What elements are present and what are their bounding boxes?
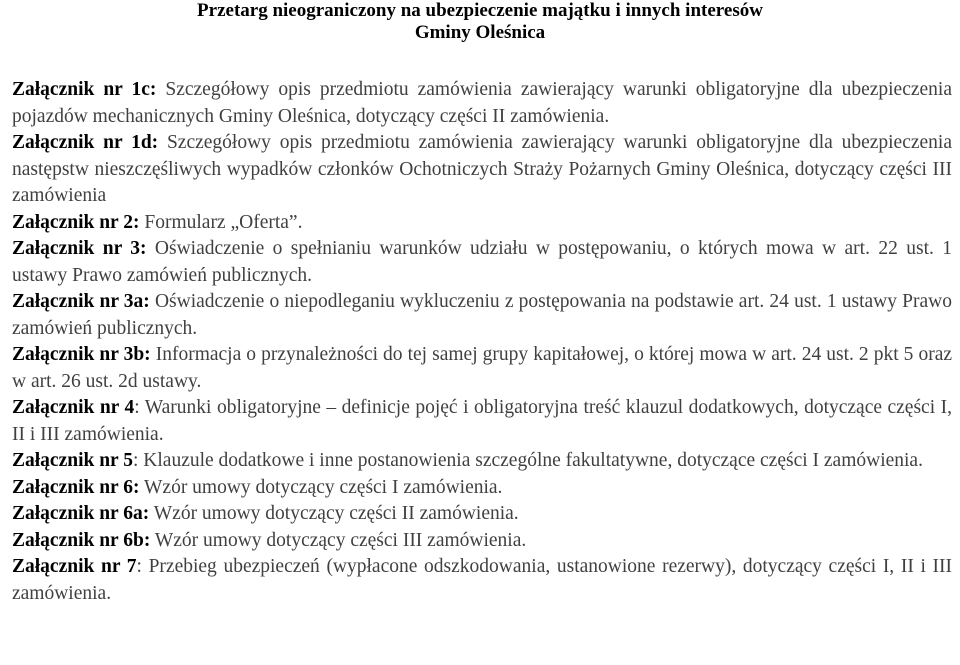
attachment-description: Formularz „Oferta”. [139, 211, 303, 233]
attachment-label: Załącznik nr 4 [12, 397, 135, 418]
attachment-item-1d [12, 130, 952, 210]
attachment-item-6a [12, 501, 952, 528]
attachment-label: Załącznik nr 1d: [12, 132, 159, 153]
attachment-label: Załącznik nr 6b: [12, 529, 151, 551]
attachment-description: : Przebieg ubezpieczeń (wypłacone odszkodowania, ustanowione rezerwy), dotyczący części I, II i III zamówienia. [12, 556, 952, 604]
attachment-label: Załącznik nr 2: [12, 211, 140, 233]
attachment-description: Oświadczenie o niepodleganiu wykluczeniu z postępowania na podstawie art. 24 ust. 1 ustawy Prawo zamówień publicznych. [12, 291, 952, 339]
attachment-item-5 [12, 448, 952, 475]
attachment-description: Wzór umowy dotyczący części II zamówienia. [149, 503, 519, 524]
attachment-item-4 [12, 395, 952, 448]
attachment-description: Informacja o przynależności do tej samej grupy kapitałowej, o której mowa w art. 24 ust. 2 pkt 5 oraz w art. 26 ust. 2d ustawy. [12, 344, 953, 392]
attachment-label: Załącznik nr 7 [12, 556, 137, 577]
document-header [0, 0, 960, 44]
attachment-item-6b [12, 528, 952, 555]
attachment-label: Załącznik nr 6a: [12, 503, 150, 524]
attachment-item-1c [12, 77, 952, 130]
attachment-description: : Warunki obligatoryjne – definicje pojęć i obligatoryjna treść klauzul dodatkowych, dotyczące części I, II i III zamówienia. [12, 397, 952, 445]
attachment-description: Oświadczenie o spełnianiu warunków udziału w postępowaniu, o których mowa w art. 22 ust. 1 ustawy Prawo zamówień publicznych. [12, 238, 952, 286]
attachment-description: Szczegółowy opis przedmiotu zamówienia zawierający warunki obligatoryjne dla ubezpieczenia pojazdów mechanicznych Gminy Oleśnica, dotyczący części II zamówienia. [12, 79, 952, 127]
attachment-label: Załącznik nr 3a: [12, 291, 150, 312]
header-subtitle-line: Gminy Oleśnica [414, 22, 546, 43]
attachment-item-3a [12, 289, 952, 342]
attachment-label: Załącznik nr 6: [12, 476, 140, 498]
attachment-label: Załącznik nr 3: [12, 238, 147, 259]
attachment-label: Załącznik nr 5 [12, 450, 133, 471]
attachment-description: Szczegółowy opis przedmiotu zamówienia zawierający warunki obligatoryjne dla ubezpieczenia następstw nieszczęśliwych wypadków członków Ochotniczych Straży Pożarnych Gminy Oleśnica, dotyczący części III zamówienia [12, 132, 952, 206]
header-title-line: Przetarg nieograniczony na ubezpieczenie majątku i innych interesów [197, 0, 763, 21]
attachment-label: Załącznik nr 3b: [12, 344, 151, 365]
attachment-item-3b [12, 342, 952, 395]
attachment-item-7 [12, 554, 952, 607]
attachment-item-6 [12, 475, 952, 502]
attachment-description: Wzór umowy dotyczący części III zamówienia. [150, 529, 527, 551]
attachments-list [12, 77, 952, 607]
attachment-description: : Klauzule dodatkowe i inne postanowienia szczególne fakultatywne, dotyczące części I zamówienia. [133, 450, 923, 471]
attachment-description: Wzór umowy dotyczący części I zamówienia. [139, 476, 503, 498]
attachment-item-2 [12, 210, 952, 237]
attachment-item-3 [12, 236, 952, 289]
attachment-label: Załącznik nr 1c: [12, 79, 157, 100]
